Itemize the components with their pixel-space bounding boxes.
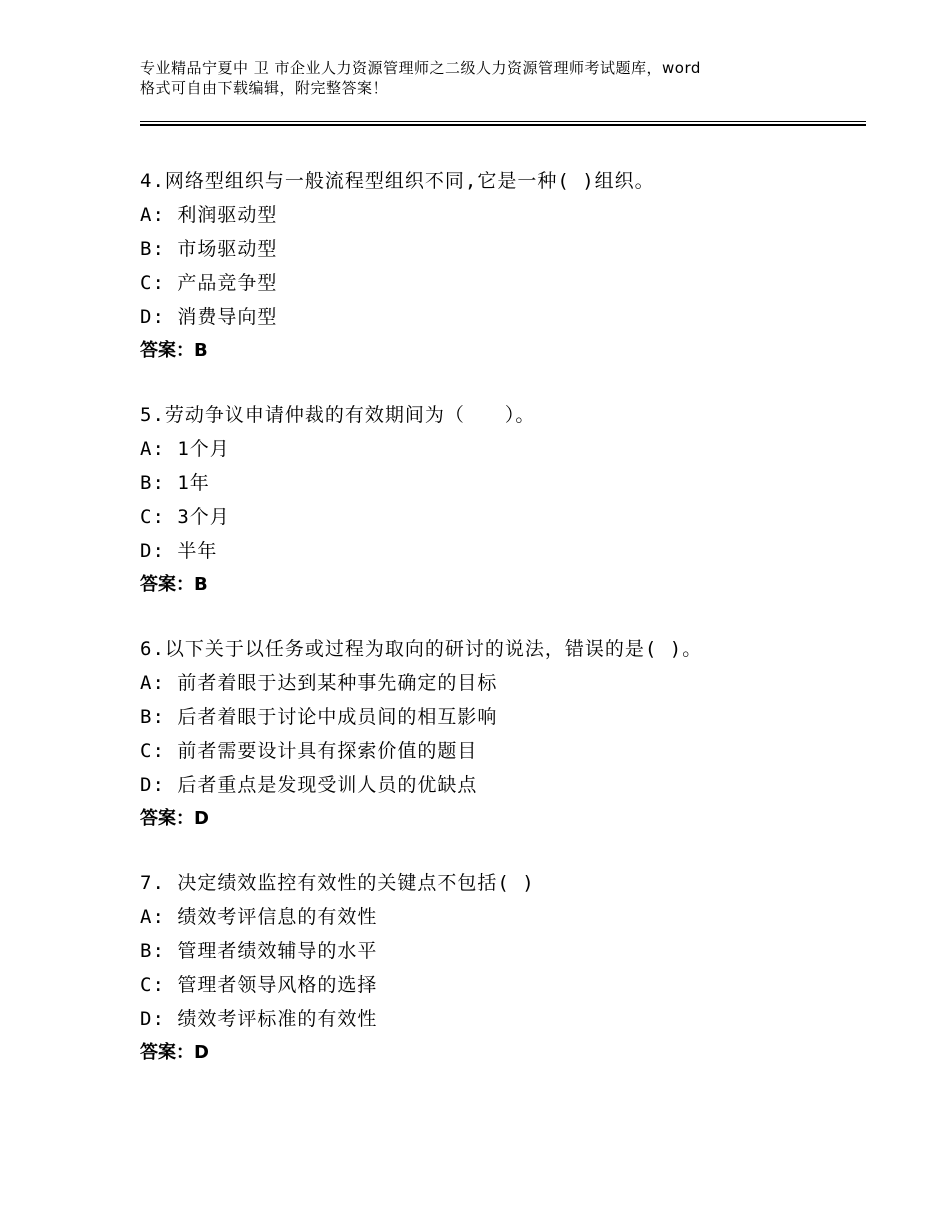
header-line-1: 专业精品宁夏中 卫 市企业人力资源管理师之二级人力资源管理师考试题库，word — [140, 59, 701, 77]
question-list — [140, 164, 866, 1100]
option-b: B: 管理者绩效辅导的水平 — [140, 940, 378, 962]
option-b: B: 后者着眼于讨论中成员间的相互影响 — [140, 706, 498, 728]
option-c: C: 前者需要设计具有探索价值的题目 — [140, 740, 478, 762]
answer-label: 答案：D — [140, 1042, 209, 1063]
question-stem: 5.劳动争议申请仲裁的有效期间为（ ）。 — [140, 404, 536, 426]
answer-label: 答案：D — [140, 808, 209, 829]
question-5 — [140, 398, 866, 602]
question-6 — [140, 632, 866, 836]
option-a: A: 1个月 — [140, 438, 230, 460]
option-a: A: 利润驱动型 — [140, 204, 278, 226]
question-stem: 6.以下关于以任务或过程为取向的研讨的说法，错误的是( )。 — [140, 638, 703, 660]
option-d: D: 后者重点是发现受训人员的优缺点 — [140, 774, 478, 796]
option-c: C: 管理者领导风格的选择 — [140, 974, 378, 996]
option-b: B: 市场驱动型 — [140, 238, 278, 260]
option-c: C: 产品竞争型 — [140, 272, 278, 294]
option-a: A: 前者着眼于达到某种事先确定的目标 — [140, 672, 498, 694]
document-header — [140, 58, 840, 98]
answer-label: 答案：B — [140, 574, 208, 595]
question-stem: 7. 决定绩效监控有效性的关键点不包括( ) — [140, 872, 535, 894]
option-a: A: 绩效考评信息的有效性 — [140, 906, 378, 928]
header-rule-thin — [140, 121, 866, 122]
option-d: D: 消费导向型 — [140, 306, 278, 328]
header-line-2: 格式可自由下载编辑，附完整答案！ — [140, 79, 389, 97]
option-d: D: 绩效考评标准的有效性 — [140, 1008, 378, 1030]
question-stem: 4.网络型组织与一般流程型组织不同,它是一种( )组织。 — [140, 170, 655, 192]
option-d: D: 半年 — [140, 540, 218, 562]
question-7 — [140, 866, 866, 1070]
option-b: B: 1年 — [140, 472, 210, 494]
header-rule-thick — [140, 124, 866, 126]
option-c: C: 3个月 — [140, 506, 230, 528]
question-4 — [140, 164, 866, 368]
answer-label: 答案：B — [140, 340, 208, 361]
